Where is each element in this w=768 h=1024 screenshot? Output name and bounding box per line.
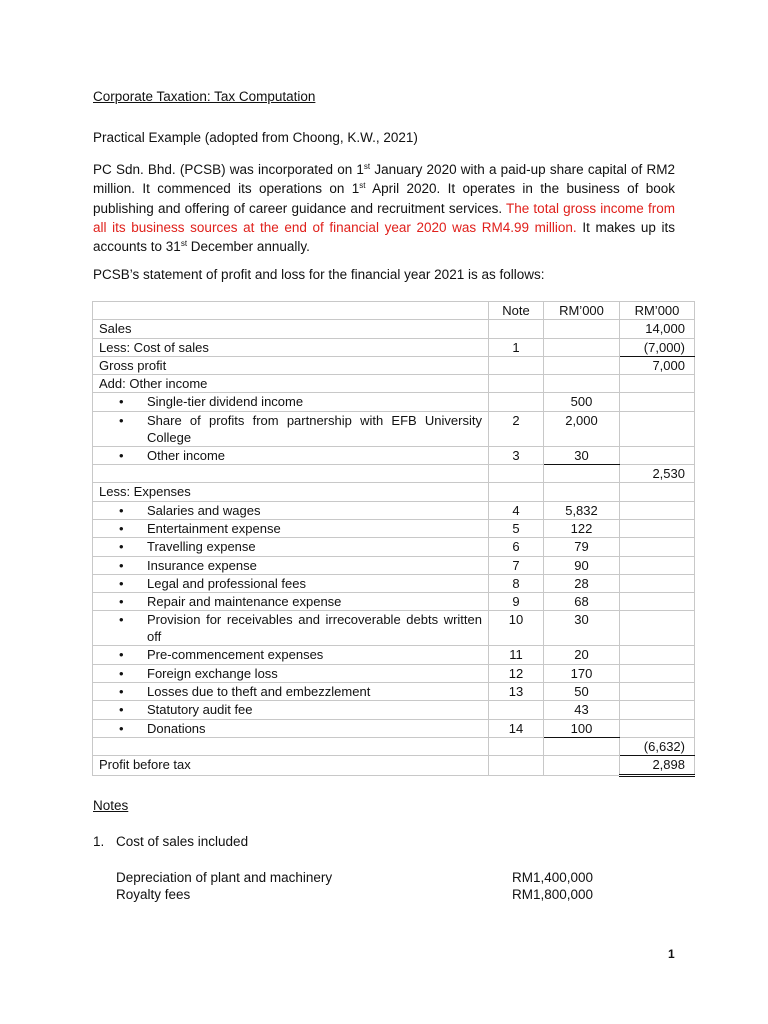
row-amount-total: 2,530 bbox=[620, 465, 695, 483]
row-amount-total bbox=[620, 683, 695, 701]
table-row bbox=[93, 737, 695, 755]
row-description bbox=[93, 465, 489, 483]
row-label: Pre-commencement expenses bbox=[147, 647, 324, 663]
row-label: Single-tier dividend income bbox=[147, 394, 304, 410]
row-amount-sub: 79 bbox=[544, 538, 620, 556]
row-description: Less: Expenses bbox=[93, 483, 489, 501]
row-description bbox=[93, 538, 489, 556]
row-amount-sub: 43 bbox=[544, 701, 620, 719]
row-note: 8 bbox=[489, 574, 544, 592]
row-description bbox=[93, 701, 489, 719]
row-label: Salaries and wages bbox=[147, 502, 261, 518]
table-row bbox=[93, 483, 695, 501]
header-cell bbox=[93, 302, 489, 320]
row-amount-total bbox=[620, 646, 695, 664]
para-text: It makes up its accounts to 31 bbox=[93, 219, 675, 255]
bullet-icon: • bbox=[119, 665, 124, 681]
row-description bbox=[93, 719, 489, 737]
row-description bbox=[93, 664, 489, 682]
table-header-row bbox=[93, 302, 695, 320]
bullet-icon: • bbox=[119, 647, 124, 663]
row-description: Add: Other income bbox=[93, 375, 489, 393]
profit-loss-table bbox=[92, 301, 695, 777]
header-cell-note: Note bbox=[489, 302, 544, 320]
para-text: PC Sdn. Bhd. (PCSB) was incorporated on 1 bbox=[93, 162, 364, 177]
para-text: January 2020 with a paid-up share capital of RM2 million. It commenced its operations on 1 bbox=[93, 162, 675, 197]
row-label: Statutory audit fee bbox=[147, 702, 253, 718]
header-cell-rm000-a: RM’000 bbox=[544, 302, 620, 320]
table-row bbox=[93, 411, 695, 446]
table-row bbox=[93, 375, 695, 393]
table-row bbox=[93, 701, 695, 719]
row-note bbox=[489, 737, 544, 755]
table-row bbox=[93, 356, 695, 374]
note-line-value: RM1,800,000 bbox=[512, 887, 594, 902]
note-item-1 bbox=[93, 834, 248, 849]
row-amount-total bbox=[620, 446, 695, 464]
row-description bbox=[93, 574, 489, 592]
row-amount-sub: 28 bbox=[544, 574, 620, 592]
row-note bbox=[489, 483, 544, 501]
row-amount-sub: 5,832 bbox=[544, 501, 620, 519]
row-note: 5 bbox=[489, 519, 544, 537]
row-label: Entertainment expense bbox=[147, 520, 281, 536]
row-amount-total: 14,000 bbox=[620, 320, 695, 338]
row-amount-sub: 90 bbox=[544, 556, 620, 574]
row-note bbox=[489, 375, 544, 393]
row-amount-total bbox=[620, 538, 695, 556]
bullet-icon: • bbox=[119, 720, 124, 736]
row-note: 14 bbox=[489, 719, 544, 737]
row-note: 3 bbox=[489, 446, 544, 464]
bullet-icon: • bbox=[119, 412, 124, 428]
table-row bbox=[93, 519, 695, 537]
table-row bbox=[93, 465, 695, 483]
row-label: Travelling expense bbox=[147, 539, 256, 555]
table-row bbox=[93, 646, 695, 664]
row-amount-total bbox=[620, 556, 695, 574]
row-note: 7 bbox=[489, 556, 544, 574]
row-description bbox=[93, 646, 489, 664]
row-description: Less: Cost of sales bbox=[93, 338, 489, 356]
table-row bbox=[93, 338, 695, 356]
document-title: Corporate Taxation: Tax Computation bbox=[93, 89, 316, 104]
row-amount-total bbox=[620, 574, 695, 592]
row-amount-sub: 122 bbox=[544, 519, 620, 537]
row-amount-sub bbox=[544, 737, 620, 755]
bullet-icon: • bbox=[119, 447, 124, 463]
row-amount-sub bbox=[544, 375, 620, 393]
row-amount-sub: 100 bbox=[544, 719, 620, 737]
row-amount-total bbox=[620, 519, 695, 537]
row-note bbox=[489, 465, 544, 483]
row-note: 11 bbox=[489, 646, 544, 664]
note-line-value: RM1,400,000 bbox=[512, 870, 594, 885]
document-subtitle: Practical Example (adopted from Choong, K.W., 2021) bbox=[93, 130, 418, 145]
statement-intro: PCSB’s statement of profit and loss for the financial year 2021 is as follows: bbox=[93, 267, 545, 282]
row-note: 9 bbox=[489, 593, 544, 611]
row-description bbox=[93, 446, 489, 464]
row-note bbox=[489, 320, 544, 338]
row-label: Other income bbox=[147, 447, 226, 463]
table-row bbox=[93, 611, 695, 646]
row-note: 12 bbox=[489, 664, 544, 682]
para-text: April 2020. It operates in the business of book publishing and offering of career guidance and recruitment services. bbox=[93, 181, 675, 216]
row-note: 1 bbox=[489, 338, 544, 356]
row-description: Gross profit bbox=[93, 356, 489, 374]
row-amount-total bbox=[620, 483, 695, 501]
row-description bbox=[93, 593, 489, 611]
row-label: Provision for receivables and irrecoverable debts written off bbox=[147, 612, 482, 645]
row-amount-total bbox=[620, 501, 695, 519]
bullet-icon: • bbox=[119, 594, 124, 610]
row-label: Share of profits from partnership with EFB University College bbox=[147, 412, 482, 445]
bullet-icon: • bbox=[119, 575, 124, 591]
row-note bbox=[489, 356, 544, 374]
table-row bbox=[93, 593, 695, 611]
row-note bbox=[489, 756, 544, 775]
row-amount-total bbox=[620, 611, 695, 646]
row-note: 6 bbox=[489, 538, 544, 556]
row-description bbox=[93, 519, 489, 537]
row-amount-sub: 500 bbox=[544, 393, 620, 411]
row-amount-sub bbox=[544, 756, 620, 775]
row-label: Foreign exchange loss bbox=[147, 665, 278, 681]
bullet-icon: • bbox=[119, 539, 124, 555]
note-line-label: Royalty fees bbox=[116, 887, 191, 902]
row-note: 4 bbox=[489, 501, 544, 519]
row-label: Donations bbox=[147, 720, 206, 736]
row-amount-total bbox=[620, 719, 695, 737]
header-cell-rm000-b: RM’000 bbox=[620, 302, 695, 320]
row-description bbox=[93, 683, 489, 701]
table-row bbox=[93, 574, 695, 592]
table-row bbox=[93, 556, 695, 574]
row-amount-total: 7,000 bbox=[620, 356, 695, 374]
row-description bbox=[93, 501, 489, 519]
table-row bbox=[93, 538, 695, 556]
row-amount-total bbox=[620, 701, 695, 719]
row-amount-total bbox=[620, 393, 695, 411]
bullet-icon: • bbox=[119, 702, 124, 718]
row-description bbox=[93, 411, 489, 446]
table-row bbox=[93, 501, 695, 519]
row-description: Sales bbox=[93, 320, 489, 338]
row-note bbox=[489, 393, 544, 411]
bullet-icon: • bbox=[119, 557, 124, 573]
table-row bbox=[93, 756, 695, 775]
row-amount-sub: 2,000 bbox=[544, 411, 620, 446]
row-amount-sub bbox=[544, 320, 620, 338]
table-row bbox=[93, 664, 695, 682]
table-row bbox=[93, 446, 695, 464]
row-amount-sub: 20 bbox=[544, 646, 620, 664]
note-label: Cost of sales included bbox=[116, 834, 249, 849]
row-note bbox=[489, 701, 544, 719]
ordinal-suffix: st bbox=[363, 162, 371, 171]
note-line-label: Depreciation of plant and machinery bbox=[116, 870, 333, 885]
row-amount-sub: 170 bbox=[544, 664, 620, 682]
row-amount-sub bbox=[544, 356, 620, 374]
row-amount-sub: 50 bbox=[544, 683, 620, 701]
table-row bbox=[93, 719, 695, 737]
bullet-icon: • bbox=[119, 612, 124, 628]
row-amount-total: 2,898 bbox=[620, 756, 695, 775]
row-amount-sub bbox=[544, 338, 620, 356]
row-amount-sub: 30 bbox=[544, 446, 620, 464]
para-text: December annually. bbox=[187, 239, 310, 255]
row-note: 13 bbox=[489, 683, 544, 701]
row-amount-total bbox=[620, 375, 695, 393]
bullet-icon: • bbox=[119, 394, 124, 410]
row-amount-total: (6,632) bbox=[620, 737, 695, 755]
highlighted-text: The total gross income from all its business sources at the end of financial year 2020 was RM4.99 million. bbox=[93, 200, 675, 235]
row-label: Repair and maintenance expense bbox=[147, 594, 342, 610]
row-description bbox=[93, 393, 489, 411]
row-amount-total bbox=[620, 593, 695, 611]
bullet-icon: • bbox=[119, 520, 124, 536]
row-description bbox=[93, 611, 489, 646]
bullet-icon: • bbox=[119, 684, 124, 700]
row-note: 2 bbox=[489, 411, 544, 446]
row-description: Profit before tax bbox=[93, 756, 489, 775]
row-amount-sub: 30 bbox=[544, 611, 620, 646]
row-amount-total bbox=[620, 664, 695, 682]
page-number: 1 bbox=[668, 947, 675, 961]
table-row bbox=[93, 393, 695, 411]
row-label: Insurance expense bbox=[147, 557, 257, 573]
ordinal-suffix: st bbox=[180, 239, 188, 249]
ordinal-suffix: st bbox=[359, 181, 366, 191]
row-amount-sub: 68 bbox=[544, 593, 620, 611]
row-label: Legal and professional fees bbox=[147, 575, 307, 591]
company-description bbox=[93, 160, 675, 256]
row-amount-sub bbox=[544, 483, 620, 501]
notes-heading: Notes bbox=[93, 798, 129, 813]
note-number: 1. bbox=[93, 834, 105, 849]
table-row bbox=[93, 683, 695, 701]
row-label: Losses due to theft and embezzlement bbox=[147, 684, 371, 700]
row-amount-total: (7,000) bbox=[620, 338, 695, 356]
row-description bbox=[93, 556, 489, 574]
table-row bbox=[93, 320, 695, 338]
row-amount-total bbox=[620, 411, 695, 446]
row-amount-sub bbox=[544, 465, 620, 483]
row-description bbox=[93, 737, 489, 755]
bullet-icon: • bbox=[119, 502, 124, 518]
row-note: 10 bbox=[489, 611, 544, 646]
